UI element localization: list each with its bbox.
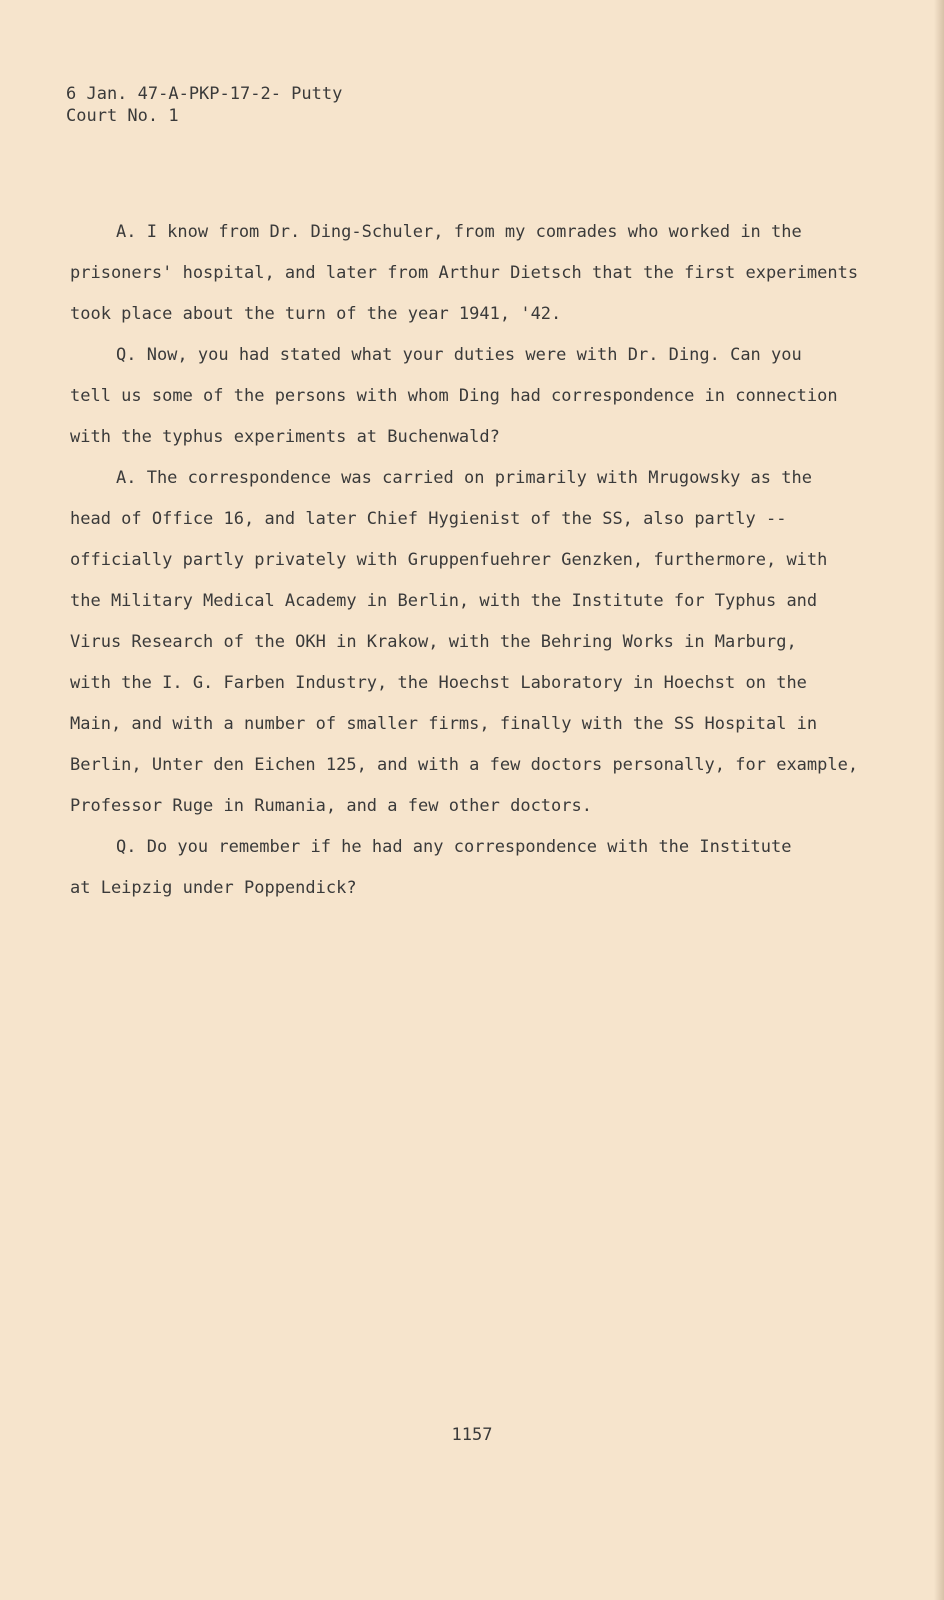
session-reference: 6 Jan. 47-A-PKP-17-2- Putty — [66, 84, 343, 104]
text-line: officially partly privately with Gruppenfuehrer Genzken, furthermore, with — [70, 550, 828, 570]
text-line: the Military Medical Academy in Berlin, with the Institute for Typhus and — [70, 591, 818, 611]
text-line: at Leipzig under Poppendick? — [70, 878, 357, 898]
page-number: 1157 — [451, 1425, 493, 1445]
document-header — [66, 83, 342, 127]
text-line: Professor Ruge in Rumania, and a few other doctors. — [70, 796, 592, 816]
text-line: with the I. G. Farben Industry, the Hoechst Laboratory in Hoechst on the — [70, 673, 807, 693]
text-line: A. I know from Dr. Ding-Schuler, from my comrades who worked in the — [116, 222, 802, 242]
text-line: A. The correspondence was carried on primarily with Mrugowsky as the — [116, 468, 812, 488]
text-line: Virus Research of the OKH in Krakow, with the Behring Works in Marburg, — [70, 632, 797, 652]
text-line: Main, and with a number of smaller firms, finally with the SS Hospital in — [70, 714, 818, 734]
text-line: Q. Do you remember if he had any correspondence with the Institute — [116, 837, 792, 857]
court-number: Court No. 1 — [66, 106, 179, 126]
text-line: Q. Now, you had stated what your duties were with Dr. Ding. Can you — [116, 345, 802, 365]
text-line: with the typhus experiments at Buchenwald? — [70, 427, 500, 447]
page-edge-shadow — [934, 0, 944, 1600]
text-line: took place about the turn of the year 1941, '42. — [70, 304, 562, 324]
text-line: Berlin, Unter den Eichen 125, and with a few doctors personally, for example, — [70, 755, 859, 775]
testimony-text — [70, 212, 870, 909]
text-line: prisoners' hospital, and later from Arthur Dietsch that the first experiments — [70, 263, 859, 283]
text-line: tell us some of the persons with whom Ding had correspondence in connection — [70, 386, 838, 406]
text-line: head of Office 16, and later Chief Hygienist of the SS, also partly -- — [70, 509, 787, 529]
